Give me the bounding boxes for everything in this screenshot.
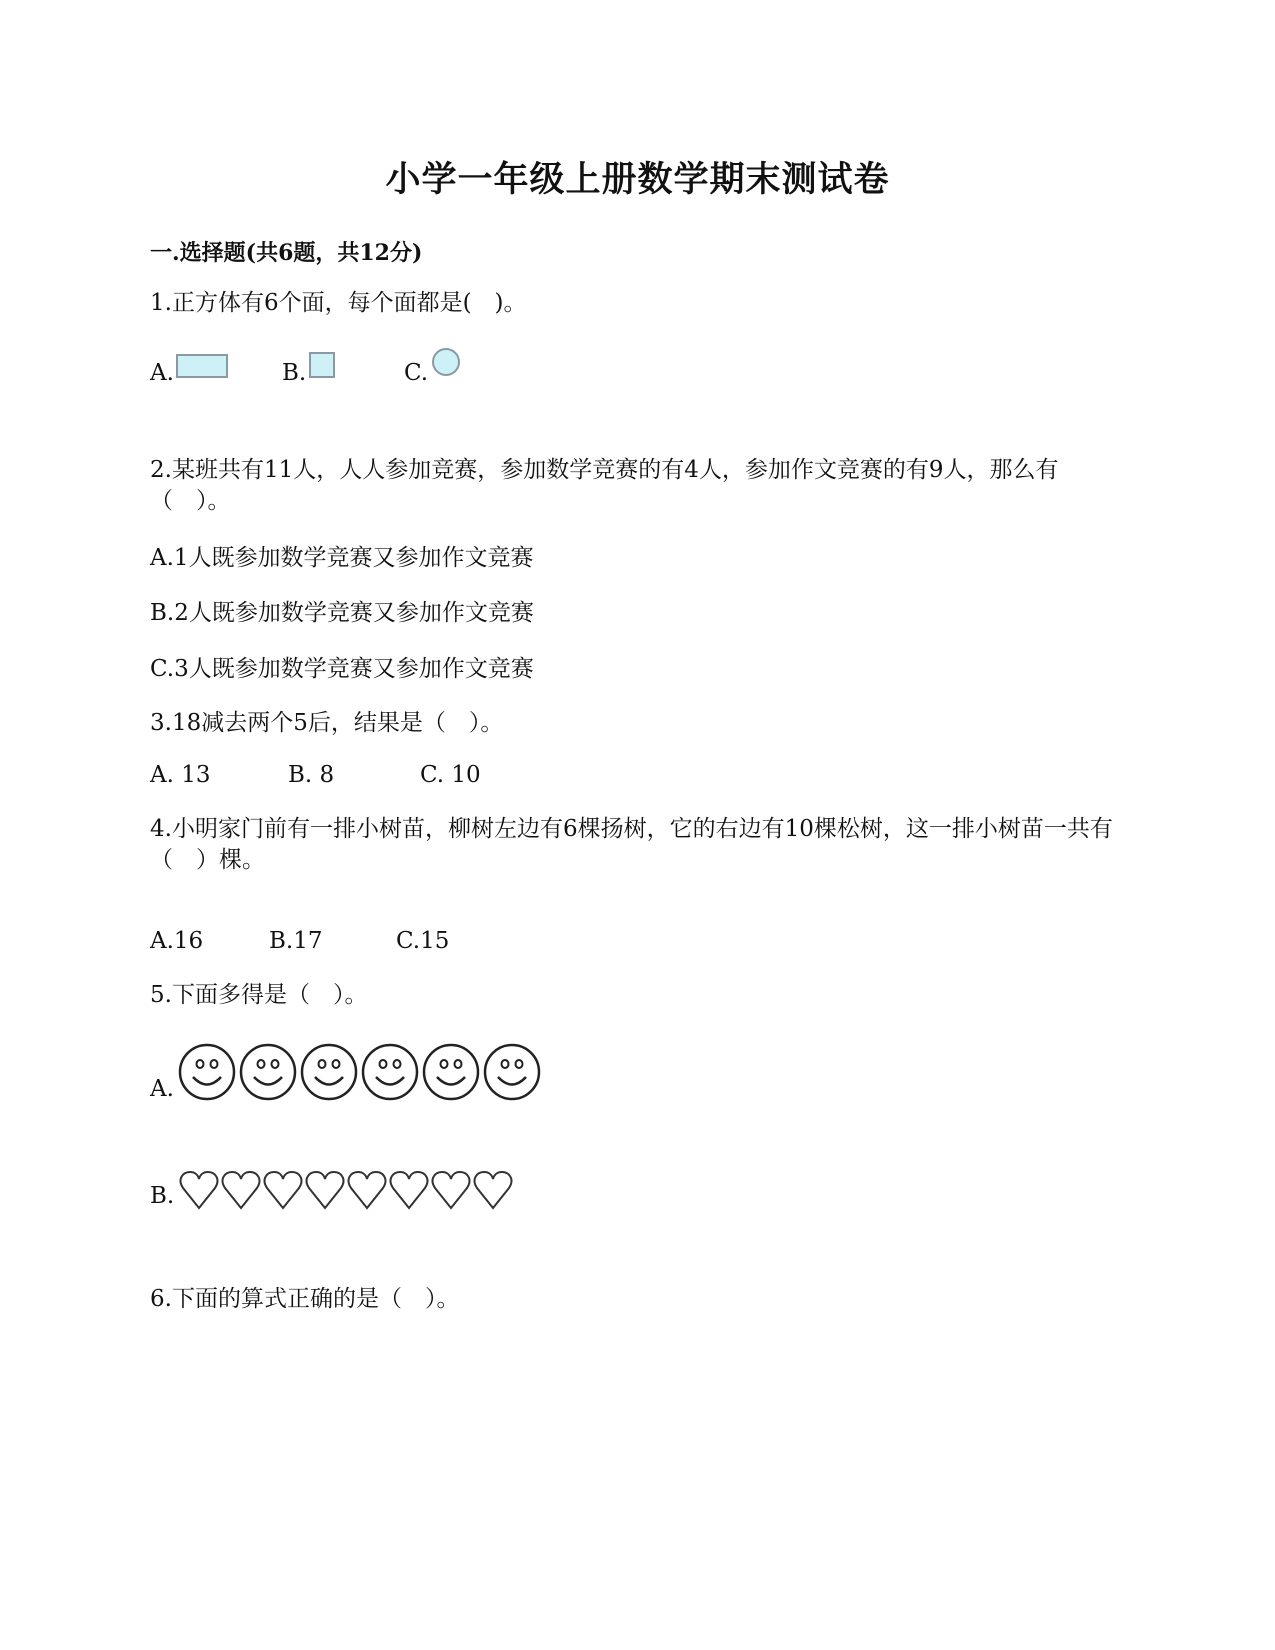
q4-option-c: C.15 (396, 928, 450, 954)
q3-option-b: B. 8 (288, 762, 335, 788)
smiley-face-icon (241, 1045, 295, 1099)
square-shape (309, 352, 335, 378)
heart-outline-icon (265, 1172, 302, 1208)
smiley-face-icon (302, 1045, 356, 1099)
q1-option-c-label: C. (404, 360, 429, 386)
smiley-face-icon (424, 1045, 478, 1099)
smiley-face-icon (485, 1045, 539, 1099)
q1-option-a-label: A. (150, 360, 174, 386)
q4-option-a: A.16 (150, 928, 204, 954)
question-1: 1.正方体有6个面，每个面都是( )。 (150, 290, 527, 316)
q2-option-c: C.3人既参加数学竞赛又参加作文竞赛 (150, 656, 534, 682)
heart-outline-icon (307, 1172, 344, 1208)
heart-outline-icon (475, 1172, 512, 1208)
q4-option-b: B.17 (269, 928, 323, 954)
heart-outline-icon (181, 1172, 218, 1208)
smiley-face-icon (363, 1045, 417, 1099)
heart-outline-icon (223, 1172, 260, 1208)
q3-option-c: C. 10 (420, 762, 481, 788)
q1-option-b-label: B. (282, 360, 307, 386)
smiley-row (176, 1040, 556, 1104)
question-2: 2.某班共有11人，人人参加竞赛，参加数学竞赛的有4人，参加作文竞赛的有9人，那么有（ ）。 (150, 457, 1059, 514)
circle-shape (432, 348, 460, 376)
heart-row (178, 1168, 538, 1212)
q2-option-b: B.2人既参加数学竞赛又参加作文竞赛 (150, 600, 534, 626)
section-heading: 一.选择题(共6题，共12分) (150, 240, 423, 266)
question-6: 6.下面的算式正确的是（ ）。 (150, 1286, 460, 1312)
smiley-face-icon (180, 1045, 234, 1099)
page-title: 小学一年级上册数学期末测试卷 (385, 159, 890, 200)
rectangle-shape (176, 354, 228, 378)
question-4: 4.小明家门前有一排小树苗，柳树左边有6棵扬树，它的右边有10棵松树，这一排小树苗一共有（ ）棵。 (150, 816, 1113, 873)
heart-outline-icon (349, 1172, 386, 1208)
heart-outline-icon (433, 1172, 470, 1208)
q5-option-a-label: A. (150, 1076, 174, 1102)
q2-option-a: A.1人既参加数学竞赛又参加作文竞赛 (150, 545, 534, 571)
question-3: 3.18减去两个5后，结果是（ ）。 (150, 710, 504, 736)
q3-option-a: A. 13 (150, 762, 211, 788)
question-5: 5.下面多得是（ ）。 (150, 982, 368, 1008)
heart-outline-icon (391, 1172, 428, 1208)
q5-option-b-label: B. (150, 1183, 175, 1209)
